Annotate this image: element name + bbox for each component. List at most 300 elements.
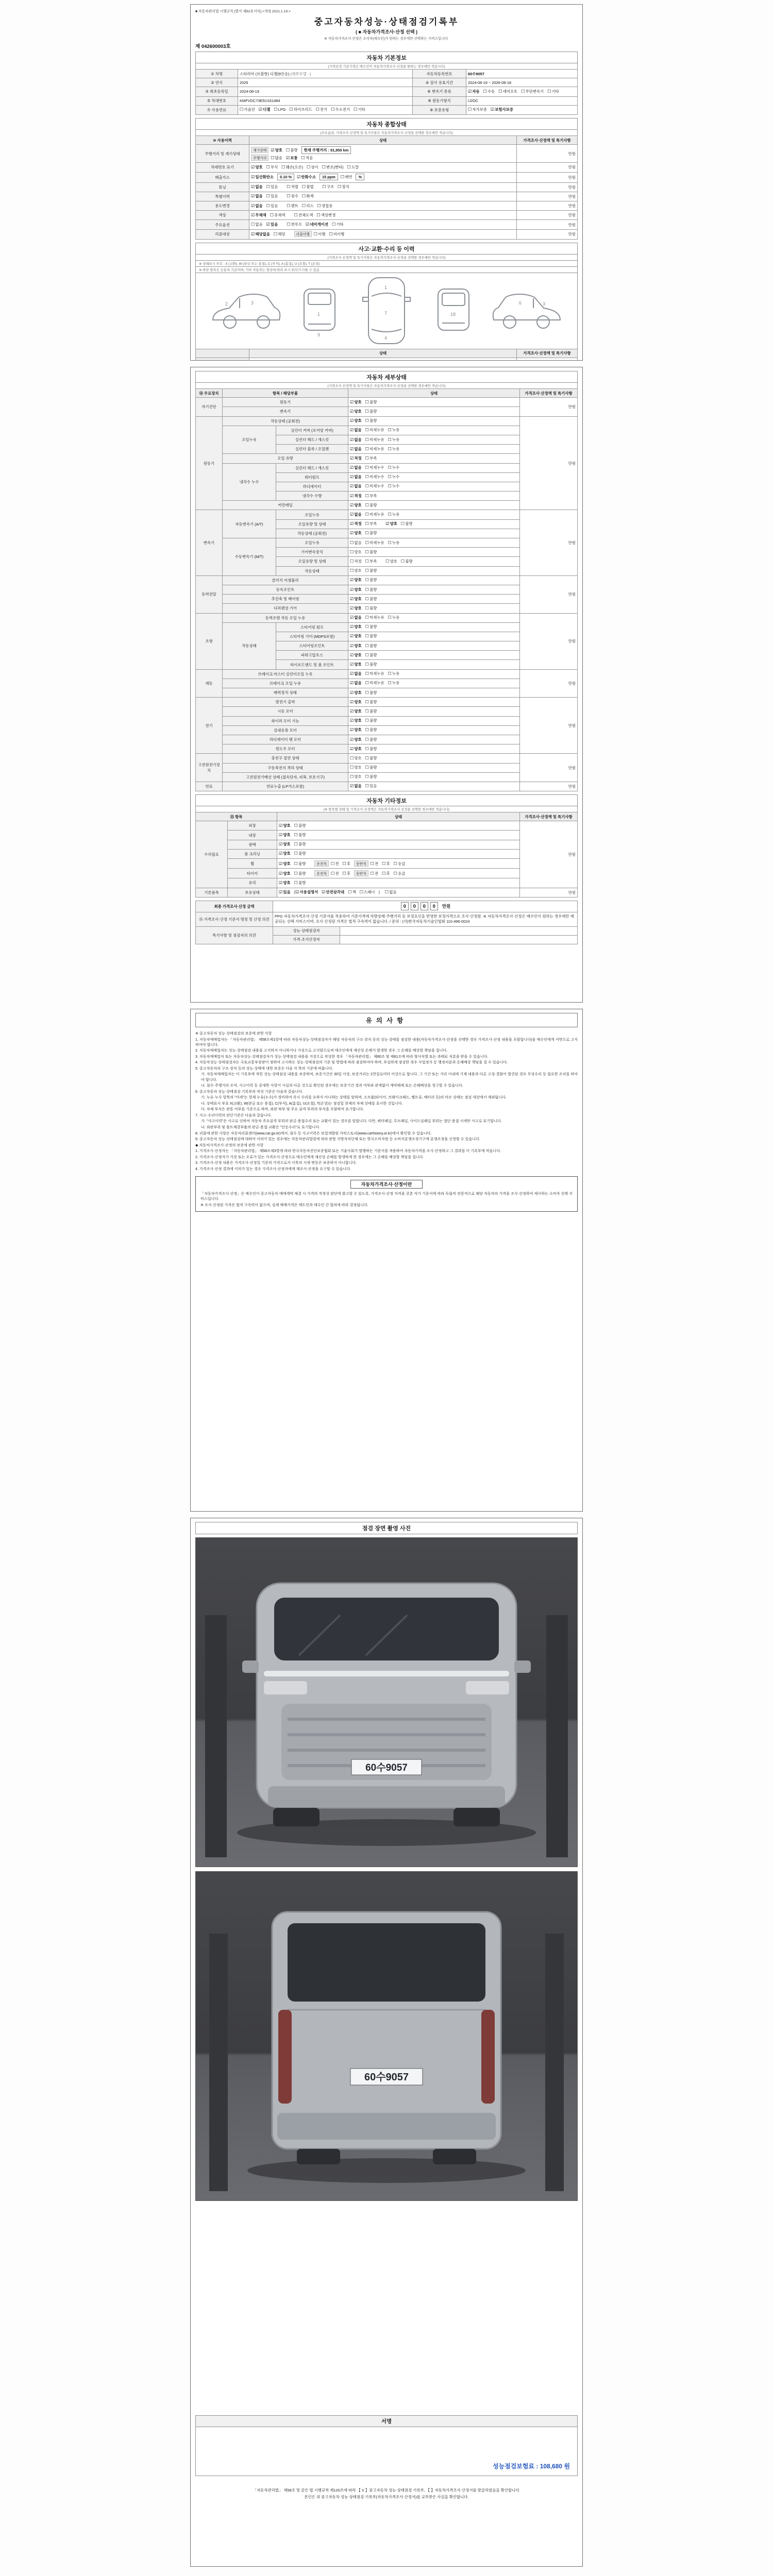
overall-row-status [249, 192, 517, 201]
checkbox-불량[interactable] [294, 871, 306, 876]
checkbox-양호[interactable] [350, 605, 362, 611]
checkbox-양호[interactable] [385, 521, 397, 527]
checkbox-후[interactable] [382, 861, 390, 867]
checkbox-양호[interactable] [279, 841, 291, 847]
device-subitem-label: 실린더 헤드 / 개스킷 [276, 463, 348, 472]
checkbox-없음[interactable] [350, 483, 362, 489]
checkbox-누유[interactable] [388, 680, 400, 686]
checkbox-없음[interactable] [350, 512, 362, 517]
note-line: 1. 자동차매매업자는 「자동차관리법」 제58조제1항에 따라 자동차성능·상태점검자가 해당 자동차의 구조·장치 등의 성능·상태를 점검한 내용(자동차가격조사·산정을 선택한 경우 가격조사·산정 내용을 포함합니다)을 매수인에게 서면으로 고지하여야 합니다. [195, 1037, 578, 1047]
checkbox-icon: ☐ [365, 708, 369, 714]
status-cell [348, 454, 520, 463]
checkbox-누유[interactable] [388, 512, 400, 517]
checkbox-없음[interactable] [251, 193, 263, 199]
checkbox-icon: ☐ [301, 155, 305, 160]
checkbox-없음[interactable] [251, 203, 263, 209]
checkbox-미세누유[interactable] [365, 427, 384, 433]
checkbox-미세누유[interactable] [365, 446, 384, 452]
checkbox-불량[interactable] [401, 521, 413, 527]
checkbox-많음[interactable] [271, 155, 282, 161]
status-cell [348, 398, 520, 407]
checkbox-양호[interactable] [279, 832, 291, 838]
checkbox-화재[interactable] [302, 193, 314, 199]
spacer [309, 861, 314, 866]
checkbox-불량[interactable] [365, 399, 377, 405]
checkbox-응급[interactable] [394, 861, 406, 867]
checkbox-label: LPG [278, 107, 286, 112]
transmission-options [466, 87, 578, 96]
checkbox-label: 미이행 [333, 232, 345, 237]
checkbox-도말[interactable] [347, 164, 359, 170]
checkbox-누수[interactable] [388, 465, 400, 470]
status-cell [348, 716, 520, 725]
checkbox-없음[interactable] [251, 184, 263, 190]
checkbox-훼손(오손)[interactable] [281, 164, 303, 170]
checkbox-기타[interactable] [547, 89, 559, 94]
misc-item-label: 휠 [228, 859, 277, 869]
checkbox-미세누유[interactable] [365, 437, 384, 443]
checkbox-label: 미세누유 [369, 437, 384, 442]
checkbox-불량[interactable] [401, 558, 413, 564]
checkbox-LPG[interactable] [274, 107, 285, 112]
checkbox-양호[interactable] [385, 558, 397, 564]
checkbox-양호[interactable] [279, 823, 291, 828]
checkbox-부식[interactable] [266, 164, 278, 170]
checkbox-양호[interactable] [279, 880, 291, 886]
checkbox-전[interactable] [331, 871, 339, 876]
checkbox-불량[interactable] [365, 568, 377, 573]
checkbox-전기[interactable] [316, 107, 328, 112]
checkbox-후[interactable] [342, 871, 350, 876]
checkbox-불량[interactable] [294, 861, 306, 867]
checkbox-색상변경[interactable] [316, 212, 335, 218]
overall-row-status [249, 172, 517, 182]
checkbox-일산화탄소[interactable] [251, 174, 274, 180]
checkbox-세미오토[interactable] [498, 89, 517, 94]
checkbox-icon: ☑ [251, 193, 255, 199]
checkbox-없음[interactable] [350, 474, 362, 480]
checkbox-icon: ☑ [350, 745, 354, 751]
checkbox-있음[interactable] [365, 783, 377, 789]
checkbox-누수[interactable] [388, 474, 400, 480]
checkbox-양호[interactable] [350, 737, 362, 742]
price-cell: 만원 [520, 754, 578, 782]
checkbox-가솔린[interactable] [240, 107, 255, 112]
checkbox-icon: ☐ [340, 174, 345, 180]
checkbox-양호[interactable] [279, 861, 291, 867]
checkbox-양호[interactable] [271, 147, 282, 153]
checkbox-icon: ☑ [251, 184, 255, 190]
checkbox-하이브리드[interactable] [290, 107, 312, 112]
checkbox-네비게이션[interactable] [306, 222, 328, 227]
checkbox-수소전기[interactable] [331, 107, 350, 112]
definition-line: 「자동차가격조사·산정」은 매수인이 중고자동차 매매계약 체결 시 가격의 적정성 판단에 참고할 수 있도록, 가격조사·산정 자격을 갖춘 자가 기준서에 따라 독립적·전문적으로 해당 자동차의 가격을 조사·산정하여 제시하는 소비자 선택 서비스입니다. [200, 1192, 573, 1201]
checkbox-기타[interactable] [354, 107, 365, 112]
checkbox-없음[interactable] [350, 680, 362, 686]
checkbox-부족[interactable] [365, 521, 377, 527]
checkbox-label: 불량 [369, 578, 377, 583]
checkbox-불량[interactable] [365, 577, 377, 583]
checkbox-없음[interactable] [251, 360, 263, 361]
status-cell [348, 669, 520, 679]
checkbox-양호[interactable] [350, 643, 362, 649]
status-cell [348, 482, 520, 491]
device-item-label: 냉각수 누수 [223, 463, 276, 501]
checkbox-icon: ☐ [388, 427, 392, 433]
checkbox-미세누수[interactable] [365, 483, 384, 489]
checkbox-양호[interactable] [279, 871, 291, 876]
checkbox-불량[interactable] [365, 605, 377, 611]
checkbox-미세누수[interactable] [365, 465, 384, 470]
checkbox-해당없음[interactable] [251, 231, 270, 237]
checkbox-불량[interactable] [365, 502, 377, 508]
checkbox-양호[interactable] [350, 662, 362, 667]
checkbox-누유[interactable] [388, 615, 400, 620]
checkbox-구조[interactable] [323, 184, 334, 190]
status-cell [348, 519, 520, 529]
checkbox-label: 양호 [255, 164, 263, 170]
checkbox-없음[interactable] [251, 222, 263, 227]
checkbox-미세누유[interactable] [365, 540, 384, 546]
checkbox-icon: ☐ [521, 88, 525, 94]
checkbox-label: 누유 [392, 681, 400, 686]
checkbox-icon: ☐ [365, 745, 369, 751]
overall-row-status [249, 163, 517, 172]
checkbox-없음[interactable] [350, 615, 362, 620]
device-group-label: 자기진단 [196, 398, 223, 416]
checkbox-icon: ☐ [350, 549, 354, 554]
checkbox-불량[interactable] [365, 596, 377, 602]
checkbox-부족[interactable] [365, 558, 377, 564]
spacer [281, 222, 287, 227]
checkbox-누유[interactable] [388, 540, 400, 546]
checkbox-양호[interactable] [350, 755, 362, 761]
checkbox-양호[interactable] [350, 652, 362, 658]
notes-body [195, 1031, 578, 1172]
note-line: 3. 자동차매매업자 또는 자동차성능·상태점검자가 성능·상태점검 내용을 거짓으로 작성한 경우 「자동차관리법」 제80조 및 제81조에 따라 형사처벌 또는 과태료 처분을 받을 수 있습니다. [195, 1054, 489, 1059]
checkbox-label: 없음 [354, 784, 362, 789]
checkbox-양호[interactable] [350, 418, 362, 423]
checkbox-리스[interactable] [302, 203, 314, 209]
section-basic-note: (가격산정 기준가격은 매수인이 자동차가격조사·산정을 원하는 경우에만 적습니다) [195, 63, 578, 69]
checkbox-불량[interactable] [365, 690, 377, 696]
checkbox-전[interactable] [331, 861, 339, 867]
section-misc-title: 자동차 기타정보 [195, 794, 578, 806]
section-basic-title: 자동차 기본정보 [195, 52, 578, 63]
checkbox-양호[interactable] [350, 399, 362, 405]
checkbox-label: 불량 [369, 531, 377, 536]
accident-history-table [195, 349, 578, 361]
checkbox-무채색[interactable] [251, 212, 266, 218]
checkbox-디젤[interactable] [259, 107, 271, 112]
checkbox-icon: ☑ [279, 851, 283, 856]
checkbox-icon: ☑ [350, 474, 354, 480]
checkbox-양호[interactable] [350, 727, 362, 733]
checkbox-icon: ☐ [388, 436, 392, 442]
svg-text:2: 2 [225, 301, 228, 307]
checkbox-미세누유[interactable] [365, 615, 384, 620]
checkbox-있음[interactable] [279, 889, 291, 895]
checkbox-수동[interactable] [483, 89, 495, 94]
checkbox-안전삼각대[interactable] [322, 889, 344, 895]
checkbox-icon: ☑ [350, 689, 354, 695]
checkbox-icon: ☑ [350, 436, 354, 442]
checkbox-스패너[interactable] [360, 889, 375, 895]
checkbox-icon: ☑ [279, 832, 283, 838]
checkbox-icon: ☐ [347, 164, 351, 170]
checkbox-양호[interactable] [350, 596, 362, 602]
checkbox-불량[interactable] [294, 832, 306, 838]
checkbox-불량[interactable] [294, 880, 306, 886]
checkbox-label: 적정 [354, 558, 362, 564]
vin-label: ⑤ 차대번호 [196, 96, 238, 105]
checkbox-부족[interactable] [365, 455, 377, 461]
checkbox-양호[interactable] [350, 549, 362, 555]
checkbox-영업용[interactable] [317, 203, 333, 209]
confirmation-line-1: 「자동차관리법」 제58조 및 같은 법 시행규칙 제120조에 따라 【 V 】중고자동차 성능·상태점검 기록부, 【 】자동차가격조사·산정서를 발급하였음을 확인합니다. [253, 2488, 520, 2493]
checkbox-양호[interactable] [350, 690, 362, 696]
checkbox-보통[interactable] [286, 155, 298, 161]
checkbox-label: 불량 [405, 558, 413, 564]
checkbox-불량[interactable] [365, 418, 377, 423]
checkbox-양호[interactable] [350, 633, 362, 639]
checkbox-label: 불량 [369, 634, 377, 639]
checkbox-icon: ☐ [266, 202, 270, 208]
value-box: 0.10 % [277, 174, 294, 180]
checkbox-있음[interactable] [266, 222, 278, 227]
checkbox-icon: ☐ [313, 231, 318, 237]
status-cell [348, 585, 520, 594]
status-cell [348, 782, 520, 791]
checkbox-없음[interactable] [350, 446, 362, 452]
checkbox-적정[interactable] [350, 455, 362, 461]
checkbox-label: 불량 [369, 624, 377, 630]
checkbox-무단변속기[interactable] [521, 89, 544, 94]
price-survey-select-option[interactable]: ( ■ 자동차가격조사·산정 선택 ) [355, 29, 418, 35]
checkbox-누수[interactable] [388, 483, 400, 489]
checkbox-label: 불량 [298, 861, 306, 866]
checkbox-전체도색[interactable] [294, 212, 313, 218]
checkbox-없음[interactable] [350, 540, 362, 546]
checkbox-label: 불법 [306, 184, 314, 190]
device-row [196, 613, 578, 622]
checkbox-불량[interactable] [365, 652, 377, 658]
checkbox-후[interactable] [382, 871, 390, 876]
status-cell [348, 575, 520, 585]
checkbox-label: 불량 [369, 596, 377, 601]
inspection-photo-rear [195, 1871, 578, 2201]
device-item-label: 윈도우 모터 [223, 744, 348, 754]
checkbox-적정[interactable] [350, 521, 362, 527]
checkbox-매연[interactable] [341, 174, 352, 180]
checkbox-기타[interactable] [332, 222, 344, 227]
final-price-table [195, 901, 578, 944]
checkbox-양호[interactable] [251, 164, 263, 170]
checkbox-icon: ☑ [350, 624, 354, 630]
checkbox-잭[interactable] [348, 889, 356, 895]
checkbox-label: 응급 [397, 861, 406, 866]
checkbox-양호[interactable] [350, 530, 362, 536]
checkbox-누유[interactable] [388, 437, 400, 443]
checkbox-icon: ☐ [294, 841, 298, 847]
checkbox-양호[interactable] [350, 774, 362, 779]
device-item-label: 충전구 절연 상태 [223, 754, 348, 763]
checkbox-label: 침수 [291, 194, 298, 199]
checkbox-불량[interactable] [294, 841, 306, 847]
checkbox-불량[interactable] [286, 147, 298, 153]
checkbox-label: 불량 [369, 652, 377, 657]
checkbox-양호[interactable] [350, 568, 362, 573]
checkbox-있음[interactable] [266, 360, 278, 361]
checkbox-label: 불량 [369, 708, 377, 714]
checkbox-불법[interactable] [302, 184, 314, 190]
spacer [281, 204, 287, 208]
checkbox-양호[interactable] [350, 502, 362, 508]
checkbox-있음[interactable] [266, 193, 278, 199]
checkbox-불량[interactable] [365, 737, 377, 742]
checkbox-탄화수소[interactable] [297, 174, 316, 180]
checkbox-label: 없음 [354, 540, 362, 545]
checkbox-label: 구조 [326, 184, 334, 190]
checkbox-불량[interactable] [365, 633, 377, 639]
checkbox-자동[interactable] [468, 89, 480, 94]
checkbox-label: 스패너 [364, 890, 375, 895]
checkbox-label: 양호 [354, 765, 362, 770]
checkbox-미이행[interactable] [329, 231, 344, 237]
checkbox-양호[interactable] [350, 746, 362, 752]
checkbox-적음[interactable] [301, 155, 313, 161]
checkbox-없음[interactable] [350, 437, 362, 443]
checkbox-label: 불량 [369, 587, 377, 592]
checkbox-없음[interactable] [350, 783, 362, 789]
checkbox-미세누유[interactable] [365, 680, 384, 686]
checkbox-불량[interactable] [365, 549, 377, 555]
checkbox-양호[interactable] [350, 765, 362, 770]
checkbox-있음[interactable] [266, 203, 278, 209]
checkbox-불량[interactable] [365, 727, 377, 733]
checkbox-양호[interactable] [350, 699, 362, 705]
checkbox-누유[interactable] [388, 446, 400, 452]
detail-col-item: 항목 / 해당부품 [223, 389, 348, 398]
title-note: ※ 자동차가격조사·산정은 소비자(매수인)가 원하는 경우에만 선택하는 서비스입니다. [324, 37, 449, 41]
checkbox-유채색[interactable] [270, 212, 285, 218]
checkbox-누유[interactable] [388, 671, 400, 676]
overall-row-price: 만원 [517, 172, 578, 182]
checkbox-양호[interactable] [350, 708, 362, 714]
overall-row-label: 리콜대상 [196, 229, 249, 239]
checkbox-부족[interactable] [365, 493, 377, 499]
checkbox-보험사보증[interactable] [491, 107, 513, 112]
checkbox-응급[interactable] [394, 871, 406, 876]
checkbox-icon: ☑ [350, 708, 354, 714]
status-cell [348, 632, 520, 641]
checkbox-불량[interactable] [365, 587, 377, 592]
checkbox-전[interactable] [371, 871, 378, 876]
checkbox-렌트[interactable] [287, 203, 298, 209]
checkbox-불량[interactable] [365, 643, 377, 649]
checkbox-icon: ☑ [279, 889, 283, 895]
checkbox-양호[interactable] [350, 624, 362, 630]
checkbox-상이[interactable] [307, 164, 318, 170]
checkbox-label: 적법 [291, 184, 298, 190]
checkbox-불량[interactable] [365, 409, 377, 414]
checkbox-label: 부족 [369, 558, 377, 564]
checkbox-없음[interactable] [385, 889, 397, 895]
checkbox-이행[interactable] [314, 231, 326, 237]
checkbox-불량[interactable] [365, 624, 377, 630]
checkbox-미세누수[interactable] [365, 474, 384, 480]
checkbox-icon: ☐ [350, 765, 354, 770]
checkbox-침수[interactable] [287, 193, 298, 199]
checkbox-불량[interactable] [365, 746, 377, 752]
checkbox-장치[interactable] [338, 184, 349, 190]
device-item-label: 와이퍼 모터 기능 [223, 716, 348, 725]
checkbox-있음[interactable] [266, 184, 278, 190]
checkbox-icon: ☐ [365, 718, 369, 723]
checkbox-후[interactable] [342, 861, 350, 867]
checkbox-불량[interactable] [365, 765, 377, 770]
checkbox-icon: ☑ [350, 680, 354, 686]
checkbox-없음[interactable] [350, 465, 362, 470]
checkbox-불량[interactable] [365, 699, 377, 705]
checkbox-불량[interactable] [365, 718, 377, 723]
checkbox-전[interactable] [371, 861, 378, 867]
overall-row [196, 211, 578, 220]
overall-row-status [249, 211, 517, 220]
checkbox-불량[interactable] [365, 774, 377, 779]
price-basis-label: ⑯ 가격조사·산정 기준서 명칭 및 산정 의견 [196, 912, 273, 926]
checkbox-불량[interactable] [365, 662, 377, 667]
checkbox-양호[interactable] [350, 409, 362, 414]
device-item-label: 추진축 및 베어링 [223, 595, 348, 604]
checkbox-icon: ☐ [393, 860, 397, 866]
checkbox-불량[interactable] [365, 530, 377, 536]
checkbox-불량[interactable] [294, 851, 306, 856]
checkbox-적법[interactable] [287, 184, 298, 190]
checkbox-없음[interactable] [350, 427, 362, 433]
checkbox-사용설명서[interactable] [295, 889, 318, 895]
checkbox-없음[interactable] [350, 671, 362, 676]
checkbox-label: 양호 [283, 871, 291, 876]
checkbox-양호[interactable] [350, 587, 362, 592]
checkbox-해당[interactable] [274, 231, 285, 237]
checkbox-자가보증[interactable] [468, 107, 487, 112]
checkbox-icon: ☑ [279, 860, 283, 866]
text-fragment: ( [294, 890, 296, 895]
detail-state-table [195, 388, 578, 791]
checkbox-icon: ☐ [365, 427, 369, 433]
year-label: ② 연식 [196, 78, 238, 87]
checkbox-썬루프[interactable] [287, 222, 302, 227]
checkbox-불량[interactable] [294, 823, 306, 828]
checkbox-양호[interactable] [350, 577, 362, 583]
checkbox-미세누유[interactable] [365, 671, 384, 676]
fuel-label: ⑦ 사용연료 [196, 105, 238, 114]
checkbox-양호[interactable] [279, 851, 291, 856]
checkbox-불량[interactable] [365, 755, 377, 761]
checkbox-적정[interactable] [350, 558, 362, 564]
checkbox-icon: ☐ [400, 558, 405, 564]
checkbox-icon: ☐ [359, 889, 364, 895]
checkbox-적정[interactable] [350, 493, 362, 499]
checkbox-양호[interactable] [350, 718, 362, 723]
checkbox-누유[interactable] [388, 427, 400, 433]
misc-item-label: 타이어 [228, 869, 277, 878]
checkbox-미세누유[interactable] [365, 512, 384, 517]
checkbox-불량[interactable] [365, 708, 377, 714]
price-basis-text: PPG 자동차가격조사·산정 기준서를 적용하여 기준가격에 차량상태·주행거리 등 보정요인을 반영한 보정가격으로 조사·산정함. ※ 자동차가격조사·산정은 매수인이 원하는 경우에만 제공되는 선택 서비스이며, 조사·산정된 가격은 법적 구속력이 없습니다. / 문의 : (사)한국자동차기술인협회 110-496-0024 [273, 912, 578, 926]
checkbox-변조(변타)[interactable] [322, 164, 344, 170]
